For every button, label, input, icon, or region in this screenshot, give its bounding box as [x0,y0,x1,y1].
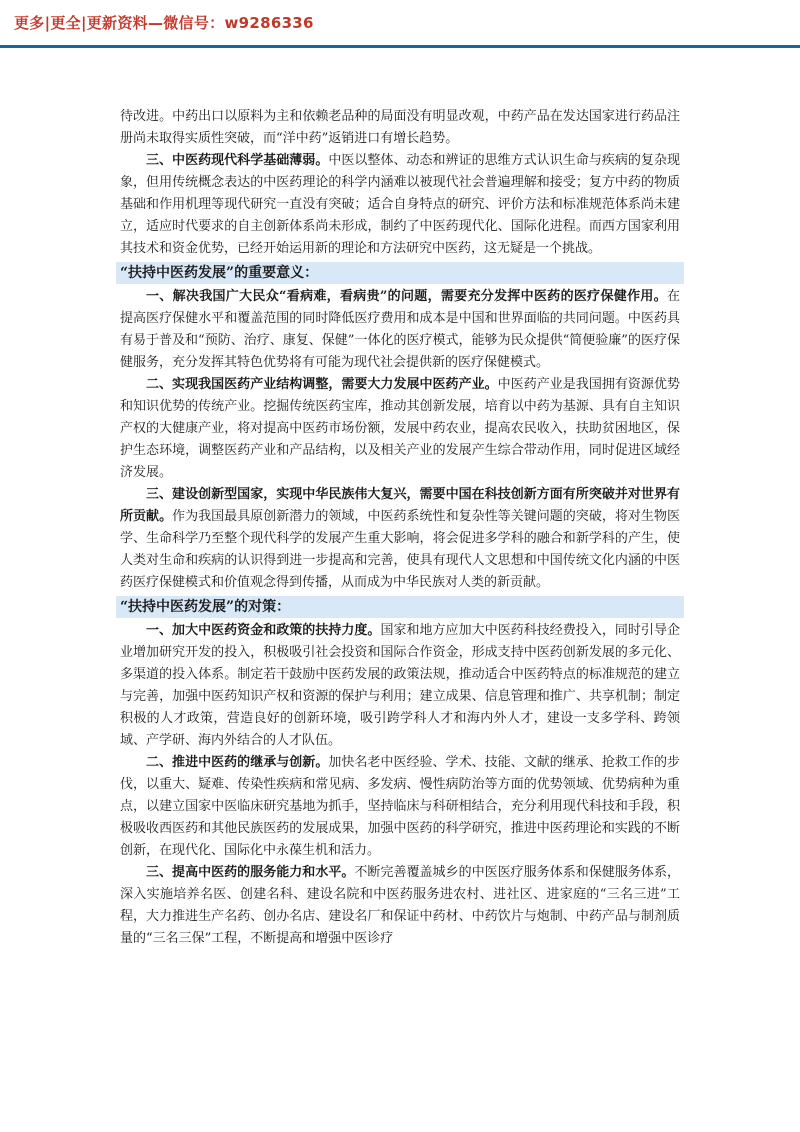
paragraph-body: 不断完善覆盖城乡的中医医疗服务体系和保健服务体系，深入实施培养名医、创建名科、建设名院和中医药服务进农村、进社区、进家庭的“三名三进”工程，大力推进生产名药、创办名店、建设名厂和保证中药材、中药饮片与炮制、中药产品与制剂质量的“三名三保”工程，不断提高和增强中医诊疗 [120,865,680,946]
paragraph-body: 待改进。中药出口以原料为主和依赖老品种的局面没有明显改观，中药产品在发达国家进行药品注册尚未取得实质性突破，而“洋中药”返销进口有增长趋势。 [120,109,680,146]
paragraph-lead: 三、中医药现代科学基础薄弱。 [146,153,329,168]
paragraph-lead: 一、解决我国广大民众“看病难，看病贵”的问题，需要充分发挥中医药的医疗保健作用。 [146,289,667,304]
paragraph-significance-1 [120,286,680,374]
paragraph-body: 中医药产业是我国拥有资源优势和知识优势的传统产业。挖掘传统医药宝库，推动其创新发展，培育以中药为基源、具有自主知识产权的大健康产业，将对提高中医药市场份额，发展中药农业，提高农民收入，扶助贫困地区，保护生态环境，调整医药产业和产品结构，以及相关产业的发展产生综合带动作用，同时促进区域经济发展。 [120,377,680,480]
top-banner: 更多|更全|更新资料—微信号：w9286336 [14,14,314,32]
paragraph-countermeasure-2 [120,752,680,862]
top-rule-divider [0,45,800,48]
paragraph-lead: 二、实现我国医药产业结构调整，需要大力发展中医药产业。 [146,377,498,392]
paragraph-countermeasure-1 [120,620,680,752]
paragraph-body: 中医以整体、动态和辨证的思维方式认识生命与疾病的复杂现象，但用传统概念表达的中医药理论的科学内涵难以被现代社会普遍理解和接受；复方中药的物质基础和作用机理等现代研究一直没有突破；适合自身特点的研究、评价方法和标准规范体系尚未建立，适应时代要求的自主创新体系尚未形成，制约了中医药现代化、国际化进程。而西方国家利用其技术和资金优势，已经开始运用新的理论和方法研究中医药，这无疑是一个挑战。 [120,153,680,256]
paragraph-significance-2 [120,374,680,484]
paragraph-countermeasure-3 [120,862,680,950]
paragraph-lead: 二、推进中医药的继承与创新。 [146,755,329,770]
paragraph-body: 国家和地方应加大中医药科技经费投入，同时引导企业增加研究开发的投入，积极吸引社会投资和国际合作资金，形成支持中医药创新发展的多元化、多渠道的投入体系。制定若干鼓励中医药发展的政策法规，推动适合中医药特点的标准规范的建立与完善，加强中医药知识产权和资源的保护与利用；建立成果、信息管理和推广、共享机制；制定积极的人才政策，营造良好的创新环境，吸引跨学科人才和海内外人才，建设一支多学科、跨领域、产学研、海内外结合的人才队伍。 [120,623,680,748]
paragraph-significance-3 [120,484,680,594]
paragraph-lead: 一、加大中医药资金和政策的扶持力度。 [146,623,381,638]
paragraph-body: 加快名老中医经验、学术、技能、文献的继承、抢救工作的步伐，以重大、疑难、传染性疾病和常见病、多发病、慢性病防治等方面的优势领域、优势病种为重点，以建立国家中医临床研究基地为抓手，坚持临床与科研相结合，充分利用现代科技和手段，积极吸收西医药和其他民族医药的发展成果，加强中医药的科学研究，推进中医药理论和实践的不断创新，在现代化、国际化中永葆生机和活力。 [120,755,680,858]
paragraph-science-foundation [120,150,680,260]
paragraph-continuation [120,106,680,150]
section-heading-significance: “扶持中医药发展”的重要意义： [116,262,684,284]
document-body [120,106,680,950]
section-heading-countermeasures: “扶持中医药发展”的对策： [116,596,684,618]
paragraph-lead: 三、建设创新型国家，实现中华民族伟大复兴，需要中国在科技创新方面有所突破并对世界有所贡献。 [120,487,680,524]
paragraph-body: 在提高医疗保健水平和覆盖范围的同时降低医疗费用和成本是中国和世界面临的共同问题。中医药具有易于普及和“预防、治疗、康复、保健”一体化的医疗模式，能够为民众提供“简便验廉”的医疗保健服务，充分发挥其特色优势将有可能为现代社会提供新的医疗保健模式。 [120,289,680,370]
paragraph-body: 作为我国最具原创新潜力的领域，中医药系统性和复杂性等关键问题的突破，将对生物医学、生命科学乃至整个现代科学的发展产生重大影响，将会促进多学科的融合和新学科的产生，使人类对生命和疾病的认识得到进一步提高和完善，使具有现代人文思想和中国传统文化内涵的中医药医疗保健模式和价值观念得到传播，从而成为中华民族对人类的新贡献。 [120,509,680,590]
paragraph-lead: 三、提高中医药的服务能力和水平。 [146,865,355,880]
